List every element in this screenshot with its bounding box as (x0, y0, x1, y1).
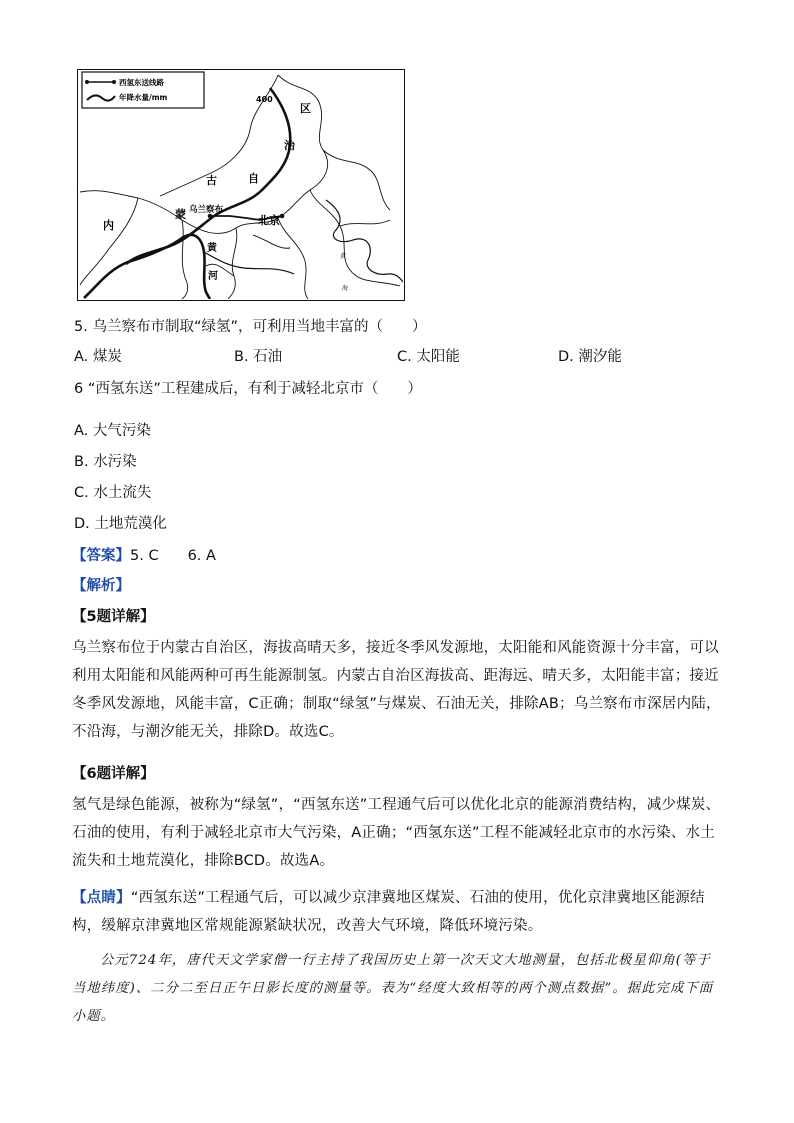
legend-route-label: 西氢东送线路 (119, 78, 164, 87)
map-drawing (78, 70, 403, 299)
label-huang: 黄 (207, 243, 217, 254)
label-wulanchabu: 乌兰察布 (189, 205, 224, 215)
detail5-label: 【5题详解】 (72, 609, 155, 625)
label-hai: 海 (342, 285, 349, 292)
q6-option-d[interactable]: D. 土地荒漠化 (74, 516, 167, 532)
label-meng: 蒙 (175, 208, 186, 221)
label-nei: 内 (103, 219, 114, 232)
detail6-label: 【6题详解】 (72, 766, 155, 782)
tip-paragraph (72, 884, 724, 940)
detail5-text: 乌兰察布位于内蒙古自治区，海拔高晴天多，接近冬季风发源地，太阳能和风能资源十分丰富，可以利用太阳能和风能两种可再生能源制氢。内蒙古自治区海拔高、距海远、晴天多，太阳能丰富；接近冬季风发源地，风能丰富，C正确；制取“绿氢”与煤炭、石油无关，排除AB；乌兰察布市深居内陆，不沿海，与潮汐能无关，排除D。故选C。 (72, 640, 721, 740)
region-labels (103, 101, 311, 282)
q5-option-d[interactable]: D. 潮汐能 (558, 349, 622, 365)
route-legend-dot-start (85, 80, 89, 84)
q5-option-a[interactable]: A. 煤炭 (74, 349, 122, 365)
tip-text: “西氢东送”工程通气后，可以减少京津冀地区煤炭、石油的使用，优化京津冀地区能源结构，缓解京津冀地区常规能源紧缺状况，改善大气环境，降低环境污染。 (72, 890, 705, 934)
analysis-label: 【解析】 (72, 578, 130, 594)
answer-label: 【答案】 (72, 548, 130, 564)
label-zi: 自 (248, 172, 259, 185)
q5-option-c[interactable]: C. 太阳能 (397, 349, 460, 365)
legend-rain-label: 年降水量/mm (119, 93, 168, 102)
label-he: 河 (208, 271, 218, 282)
next-section-intro: 公元724年，唐代天文学家僧一行主持了我国历史上第一次天文大地测量，包括北极星仰角(等于当地纬度)、二分二至日正午日影长度的测量等。表为“经度大致相等的两个测点数据”。据此完成下面小题。 (72, 953, 714, 1024)
q6-option-c[interactable]: C. 水土流失 (74, 485, 152, 501)
q6-option-a[interactable]: A. 大气污染 (74, 423, 151, 439)
label-huanghai: 黄 (340, 253, 347, 260)
isohyet-value-label: 400 (256, 95, 273, 104)
route-map-figure (77, 69, 405, 301)
q6-stem: 6 “西氢东送”工程建成后，有利于减轻北京市（ ） (74, 381, 422, 397)
label-gu: 古 (206, 174, 217, 187)
coastline (326, 200, 403, 282)
yellow-river (84, 235, 210, 299)
detail6-text: 氢气是绿色能源，被称为“绿氢”，“西氢东送”工程通气后可以优化北京的能源消费结构，减少煤炭、石油的使用，有利于减轻北京市大气污染，A正确；“西氢东送”工程不能减轻北京市的水污染、水土流失和土地荒漠化，排除BCD。故选A。 (72, 797, 721, 869)
q5-option-b[interactable]: B. 石油 (234, 349, 283, 365)
label-qu: 区 (300, 102, 311, 115)
route-end-dot (280, 214, 285, 219)
answer-value: 5. C 6. A (130, 548, 216, 564)
answer-row (72, 546, 216, 566)
q5-stem: 5. 乌兰察布市制取“绿氢”，可利用当地丰富的（ ） (74, 319, 427, 335)
label-beijing: 北京 (258, 214, 280, 227)
tip-label: 【点睛】 (72, 890, 131, 906)
q6-option-b[interactable]: B. 水污染 (74, 454, 137, 470)
route-legend-dot-end (112, 80, 116, 84)
label-zhi: 治 (284, 139, 295, 152)
